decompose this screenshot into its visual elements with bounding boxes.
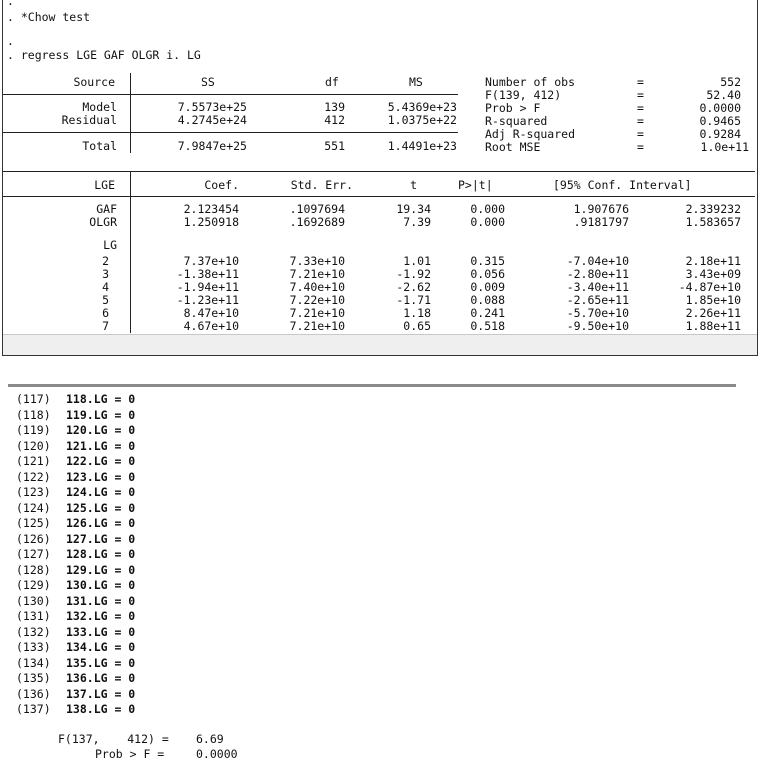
lg-row-t: 1.01 <box>403 254 431 268</box>
constraint-line <box>16 470 135 485</box>
coef-row-name: GAF <box>96 202 117 216</box>
lg-row-t: -1.71 <box>396 293 431 307</box>
test-results-window <box>0 382 760 760</box>
lg-row-se: 7.21e+10 <box>289 267 345 281</box>
constraint-line <box>16 454 135 469</box>
lg-row-level: 7 <box>102 319 109 333</box>
coef-header-p: P>|t| <box>458 178 493 192</box>
coef-row-p: 0.000 <box>470 202 505 216</box>
constraint-expression: 121.LG = 0 <box>66 438 136 453</box>
lg-row-se: 7.33e+10 <box>289 254 345 268</box>
constraint-expression: 119.LG = 0 <box>66 407 136 422</box>
lg-row-p: 0.518 <box>470 319 505 333</box>
lg-row-ci-lo: -3.40e+11 <box>566 280 629 294</box>
constraint-number: (126) <box>16 531 51 546</box>
lg-row-level: 2 <box>102 254 109 268</box>
lg-row-ci-hi: 1.85e+10 <box>685 293 741 307</box>
coef-top-rule <box>3 171 755 172</box>
constraint-line <box>16 547 135 562</box>
coef-header-ci: [95% Conf. Interval] <box>553 178 692 192</box>
constraint-line <box>16 578 135 593</box>
constraint-line <box>16 640 135 655</box>
constraint-expression: 127.LG = 0 <box>66 531 136 546</box>
stat-eq: = <box>637 127 644 141</box>
constraint-line <box>16 625 135 640</box>
anova-header-ss: SS <box>201 75 215 89</box>
anova-row-residual-source: Residual <box>61 113 117 127</box>
anova-header-source: Source <box>73 75 115 89</box>
constraint-number: (132) <box>16 624 51 639</box>
lg-row-ci-lo: -2.65e+11 <box>566 293 629 307</box>
lg-row-coef: 8.47e+10 <box>183 306 239 320</box>
constraint-line <box>16 609 135 624</box>
lg-row-se: 7.40e+10 <box>289 280 345 294</box>
anova-row-total-df: 551 <box>324 139 345 153</box>
stat-label: Prob > F <box>485 101 541 115</box>
constraint-number: (128) <box>16 562 51 577</box>
lg-row-coef: -1.38e+11 <box>176 267 239 281</box>
constraint-number: (131) <box>16 609 51 623</box>
lg-row-ci-hi: 2.18e+11 <box>685 254 741 268</box>
constraint-number: (136) <box>16 686 51 701</box>
constraint-expression: 124.LG = 0 <box>66 485 136 499</box>
anova-row-residual-ms: 1.0375e+22 <box>387 113 457 127</box>
stat-eq: = <box>637 75 644 89</box>
constraint-line <box>16 656 135 671</box>
lg-row-ci-lo: -9.50e+10 <box>566 319 629 333</box>
constraint-expression: 130.LG = 0 <box>66 578 136 592</box>
lg-row-level: 3 <box>102 267 109 281</box>
coef-row-se: .1097694 <box>289 202 345 216</box>
coef-header-dep: LGE <box>94 178 115 192</box>
constraint-expression: 136.LG = 0 <box>66 671 136 685</box>
constraint-expression: 125.LG = 0 <box>66 500 136 515</box>
stat-label: Root MSE <box>485 140 541 154</box>
factor-label: LG <box>103 238 117 252</box>
constraint-number: (127) <box>16 547 51 561</box>
constraint-line <box>16 423 135 438</box>
stat-label: F(139, 412) <box>485 88 562 102</box>
constraint-line <box>16 516 135 531</box>
constraint-number: (125) <box>16 516 51 530</box>
coef-row-ci-hi: 2.339232 <box>685 202 741 216</box>
constraint-expression: 126.LG = 0 <box>66 516 136 530</box>
stat-label: R-squared <box>485 114 548 128</box>
constraint-expression: 131.LG = 0 <box>66 593 136 608</box>
anova-header-ms: MS <box>409 75 423 89</box>
constraint-line <box>16 532 135 547</box>
coef-row-ci-lo: .9181797 <box>573 215 629 229</box>
constraint-number: (137) <box>16 702 51 716</box>
constraint-number: (134) <box>16 655 51 670</box>
constraint-expression: 137.LG = 0 <box>66 686 136 701</box>
constraint-expression: 122.LG = 0 <box>66 454 136 468</box>
constraint-line <box>16 501 135 516</box>
constraint-number: (119) <box>16 423 51 437</box>
stat-value: 52.40 <box>706 88 741 102</box>
dot-line: . <box>7 34 14 48</box>
lg-row-se: 7.21e+10 <box>289 319 345 333</box>
f-stat-value: 6.69 <box>196 732 224 746</box>
constraint-line <box>16 702 135 717</box>
anova-row-total-ms: 1.4491e+23 <box>387 139 457 153</box>
results-status-bar <box>3 334 757 355</box>
lg-row-t: 0.65 <box>403 319 431 333</box>
lg-row-p: 0.056 <box>470 267 505 281</box>
stat-eq: = <box>637 101 644 115</box>
lg-row-level: 4 <box>102 280 109 294</box>
constraint-expression: 135.LG = 0 <box>66 655 136 670</box>
stat-eq: = <box>637 114 644 128</box>
coef-row-t: 19.34 <box>396 202 431 216</box>
constraint-expression: 120.LG = 0 <box>66 423 136 437</box>
stat-value: 0.9284 <box>699 127 741 141</box>
constraint-number: (122) <box>16 469 51 484</box>
lg-row-ci-lo: -7.04e+10 <box>566 254 629 268</box>
constraint-expression: 123.LG = 0 <box>66 469 136 484</box>
lg-row-coef: -1.23e+11 <box>176 293 239 307</box>
coef-row-name: OLGR <box>89 215 117 229</box>
lg-row-t: -1.92 <box>396 267 431 281</box>
coef-row-p: 0.000 <box>470 215 505 229</box>
constraint-expression: 134.LG = 0 <box>66 640 136 654</box>
stat-eq: = <box>637 140 644 154</box>
lg-row-p: 0.315 <box>470 254 505 268</box>
coef-row-coef: 2.123454 <box>183 202 239 216</box>
coef-header-se: Std. Err. <box>290 178 353 192</box>
constraint-line <box>16 687 135 702</box>
constraint-number: (123) <box>16 485 51 499</box>
constraint-number: (129) <box>16 578 51 592</box>
stat-label: Adj R-squared <box>485 127 576 141</box>
anova-header-rule <box>3 94 458 95</box>
anova-row-total-ss: 7.9847e+25 <box>177 139 247 153</box>
lg-row-level: 5 <box>102 293 109 307</box>
constraint-expression: 133.LG = 0 <box>66 624 136 639</box>
lg-row-ci-lo: -5.70e+10 <box>566 306 629 320</box>
anova-total-rule <box>3 132 458 133</box>
coef-row-ci-lo: 1.907676 <box>573 202 629 216</box>
stat-eq: = <box>637 88 644 102</box>
lg-row-ci-lo: -2.80e+11 <box>566 267 629 281</box>
lg-row-ci-hi: 2.26e+11 <box>685 306 741 320</box>
constraint-line <box>16 392 135 407</box>
anova-row-model-ss: 7.5573e+25 <box>177 100 247 114</box>
anova-row-model-ms: 5.4369e+23 <box>387 100 457 114</box>
anova-row-total-source: Total <box>82 139 117 153</box>
constraint-number: (117) <box>16 392 51 406</box>
stat-label: Number of obs <box>485 75 576 89</box>
coef-row-t: 7.39 <box>403 215 431 229</box>
constraint-expression: 132.LG = 0 <box>66 609 136 623</box>
prob-f-label: Prob > F = <box>95 747 165 761</box>
coef-row-ci-hi: 1.583657 <box>685 215 741 229</box>
anova-separator <box>130 73 131 153</box>
f-stat-label: F(137, 412) = <box>58 732 169 746</box>
regression-results-window <box>2 0 758 356</box>
constraint-line <box>16 439 135 454</box>
coef-header-coef: Coef. <box>204 178 239 192</box>
anova-header-df: df <box>325 75 339 89</box>
lg-row-coef: 7.37e+10 <box>183 254 239 268</box>
constraint-line <box>16 563 135 578</box>
constraint-number: (118) <box>16 407 51 422</box>
lg-row-p: 0.241 <box>470 306 505 320</box>
constraint-number: (124) <box>16 500 51 515</box>
constraint-line <box>16 485 135 500</box>
stat-value: 0.0000 <box>699 101 741 115</box>
constraint-expression: 138.LG = 0 <box>66 702 136 716</box>
lg-row-ci-hi: 1.88e+11 <box>685 319 741 333</box>
lg-row-se: 7.22e+10 <box>289 293 345 307</box>
lg-row-t: 1.18 <box>403 306 431 320</box>
constraint-line <box>16 671 135 686</box>
constraint-number: (120) <box>16 438 51 453</box>
chow-test-comment: . *Chow test <box>7 10 91 24</box>
lg-row-coef: 4.67e+10 <box>183 319 239 333</box>
anova-row-residual-ss: 4.2745e+24 <box>177 113 247 127</box>
coef-row-se: .1692689 <box>289 215 345 229</box>
stat-value: 0.9465 <box>699 114 741 128</box>
coef-row-coef: 1.250918 <box>183 215 239 229</box>
dot-line: . <box>7 0 14 8</box>
lg-row-coef: -1.94e+11 <box>176 280 239 294</box>
regress-command: . regress LGE GAF OLGR i. LG <box>7 48 201 62</box>
anova-row-model-df: 139 <box>324 100 345 114</box>
stat-value: 552 <box>720 75 741 89</box>
constraint-line <box>16 408 135 423</box>
coef-header-rule <box>3 196 755 197</box>
window-top-rule <box>8 384 736 387</box>
constraint-number: (121) <box>16 454 51 468</box>
constraint-number: (130) <box>16 593 51 608</box>
anova-row-residual-df: 412 <box>324 113 345 127</box>
lg-row-se: 7.21e+10 <box>289 306 345 320</box>
lg-row-t: -2.62 <box>396 280 431 294</box>
anova-row-model-source: Model <box>82 100 117 114</box>
prob-f-value: 0.0000 <box>196 747 238 761</box>
constraint-expression: 128.LG = 0 <box>66 547 136 561</box>
stat-value: 1.0e+11 <box>700 140 749 154</box>
constraint-expression: 129.LG = 0 <box>66 562 136 577</box>
constraint-expression: 118.LG = 0 <box>66 392 136 406</box>
lg-row-ci-hi: -4.87e+10 <box>678 280 741 294</box>
coef-header-t: t <box>410 178 417 192</box>
lg-row-ci-hi: 3.43e+09 <box>685 267 741 281</box>
lg-row-p: 0.088 <box>470 293 505 307</box>
constraint-line <box>16 594 135 609</box>
constraint-number: (133) <box>16 640 51 654</box>
lg-row-p: 0.009 <box>470 280 505 294</box>
constraint-number: (135) <box>16 671 51 685</box>
lg-row-level: 6 <box>102 306 109 320</box>
